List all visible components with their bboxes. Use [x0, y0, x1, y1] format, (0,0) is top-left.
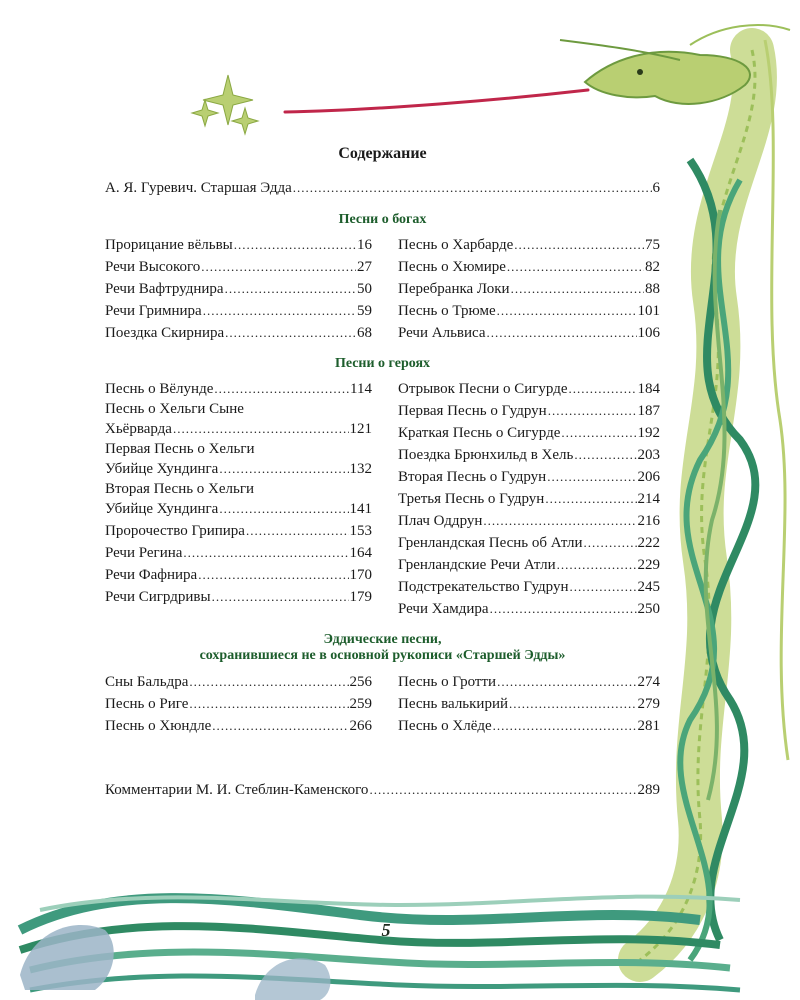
toc-entry: Речи Хамдира ..... 250 — [398, 598, 660, 620]
section-eddic-columns — [105, 671, 660, 737]
toc-entry: Речи Сигрдривы ..... 179 — [105, 586, 372, 608]
toc-entry: Речи Вафтруднира ..... 50 — [105, 278, 372, 300]
toc-entry: Подстрекательство Гудрун ..... 245 — [398, 576, 660, 598]
toc-entry: Песнь о Гротти ..... 274 — [398, 671, 660, 693]
right-column — [398, 234, 660, 344]
toc-entry: Песнь валькирий ..... 279 — [398, 693, 660, 715]
entry-title: А. Я. Гуревич. Старшая Эдда — [105, 180, 292, 196]
toc-entry-line1: Песнь о Хельги Сыне — [105, 401, 244, 417]
serpent-head — [585, 52, 750, 104]
toc-entry: Песнь о Трюме ..... 101 — [398, 300, 660, 322]
toc-entry: Речи Альвиса ..... 106 — [398, 322, 660, 344]
toc-entry: Плач Оддрун ..... 216 — [398, 510, 660, 532]
toc-entry: Вторая Песнь о Гудрун ..... 206 — [398, 466, 660, 488]
table-of-contents — [105, 145, 660, 801]
toc-entry: Песнь о Вёлунде ..... 114 — [105, 378, 372, 400]
toc-entry-line1: Вторая Песнь о Хельги — [105, 481, 255, 497]
serpent-strand-4 — [765, 40, 788, 760]
toc-entry: Убийце Хундинга ..... 132 — [105, 458, 372, 480]
toc-entry-commentary: Комментарии М. И. Стеблин-Каменского ..... 289 — [105, 779, 660, 801]
right-column — [398, 378, 660, 620]
toc-entry: Сны Бальдра ..... 256 — [105, 671, 372, 693]
toc-entry: Краткая Песнь о Сигурде ..... 192 — [398, 422, 660, 444]
page-number: 5 — [381, 920, 391, 940]
toc-entry: Хьёрварда ..... 121 — [105, 418, 372, 440]
left-column — [105, 671, 372, 737]
left-column — [105, 378, 372, 620]
section-heading-eddic-line2: сохранившиеся не в основной рукописи «Старшей Эдды» — [199, 648, 566, 663]
toc-entry: Поездка Брюнхильд в Хель ..... 203 — [398, 444, 660, 466]
stone-left — [20, 925, 114, 990]
toc-entry: Прорицание вёльвы ..... 16 — [105, 234, 372, 256]
toc-entry: Песнь о Хюмире ..... 82 — [398, 256, 660, 278]
toc-entry: Речи Высокого ..... 27 — [105, 256, 372, 278]
dot-leader — [369, 779, 636, 800]
entry-page: 6 — [652, 180, 660, 196]
section-heroes-columns — [105, 378, 660, 620]
section-gods-columns — [105, 234, 660, 344]
toc-entry: Песнь о Риге ..... 259 — [105, 693, 372, 715]
section-heading-heroes: Песни о героях — [334, 356, 431, 371]
toc-entry: Речи Фафнира ..... 170 — [105, 564, 372, 586]
toc-entry: Перебранка Локи ..... 88 — [398, 278, 660, 300]
toc-entry — [105, 177, 660, 199]
toc-entry: Гренландская Песнь об Атли ..... 222 — [398, 532, 660, 554]
toc-entry: Песнь о Хюндле ..... 266 — [105, 715, 372, 737]
toc-entry: Речи Регина ..... 164 — [105, 542, 372, 564]
section-heading-gods: Песни о богах — [338, 212, 427, 227]
contents-title: Содержание — [338, 145, 427, 162]
star-sparkles — [192, 75, 258, 134]
serpent-eye — [637, 69, 643, 75]
section-heading-eddic: Эддические песни, — [323, 632, 442, 647]
toc-entry: Речи Гримнира ..... 59 — [105, 300, 372, 322]
toc-entry: Песнь о Хлёде ..... 281 — [398, 715, 660, 737]
toc-entry: Поездка Скирнира ..... 68 — [105, 322, 372, 344]
toc-entry: Первая Песнь о Гудрун ..... 187 — [398, 400, 660, 422]
dot-leader — [293, 177, 652, 198]
toc-entry-line1: Первая Песнь о Хельги — [105, 441, 255, 457]
right-column — [398, 671, 660, 737]
stone-middle — [255, 958, 330, 1000]
toc-entry: Отрывок Песни о Сигурде ..... 184 — [398, 378, 660, 400]
toc-entry: Пророчество Грипира ..... 153 — [105, 520, 372, 542]
toc-entry: Третья Песнь о Гудрун ..... 214 — [398, 488, 660, 510]
toc-entry: Убийце Хундинга ..... 141 — [105, 498, 372, 520]
toc-entry: Гренландские Речи Атли ..... 229 — [398, 554, 660, 576]
toc-entry: Песнь о Харбарде ..... 75 — [398, 234, 660, 256]
serpent-tongue — [285, 90, 588, 112]
left-column — [105, 234, 372, 344]
